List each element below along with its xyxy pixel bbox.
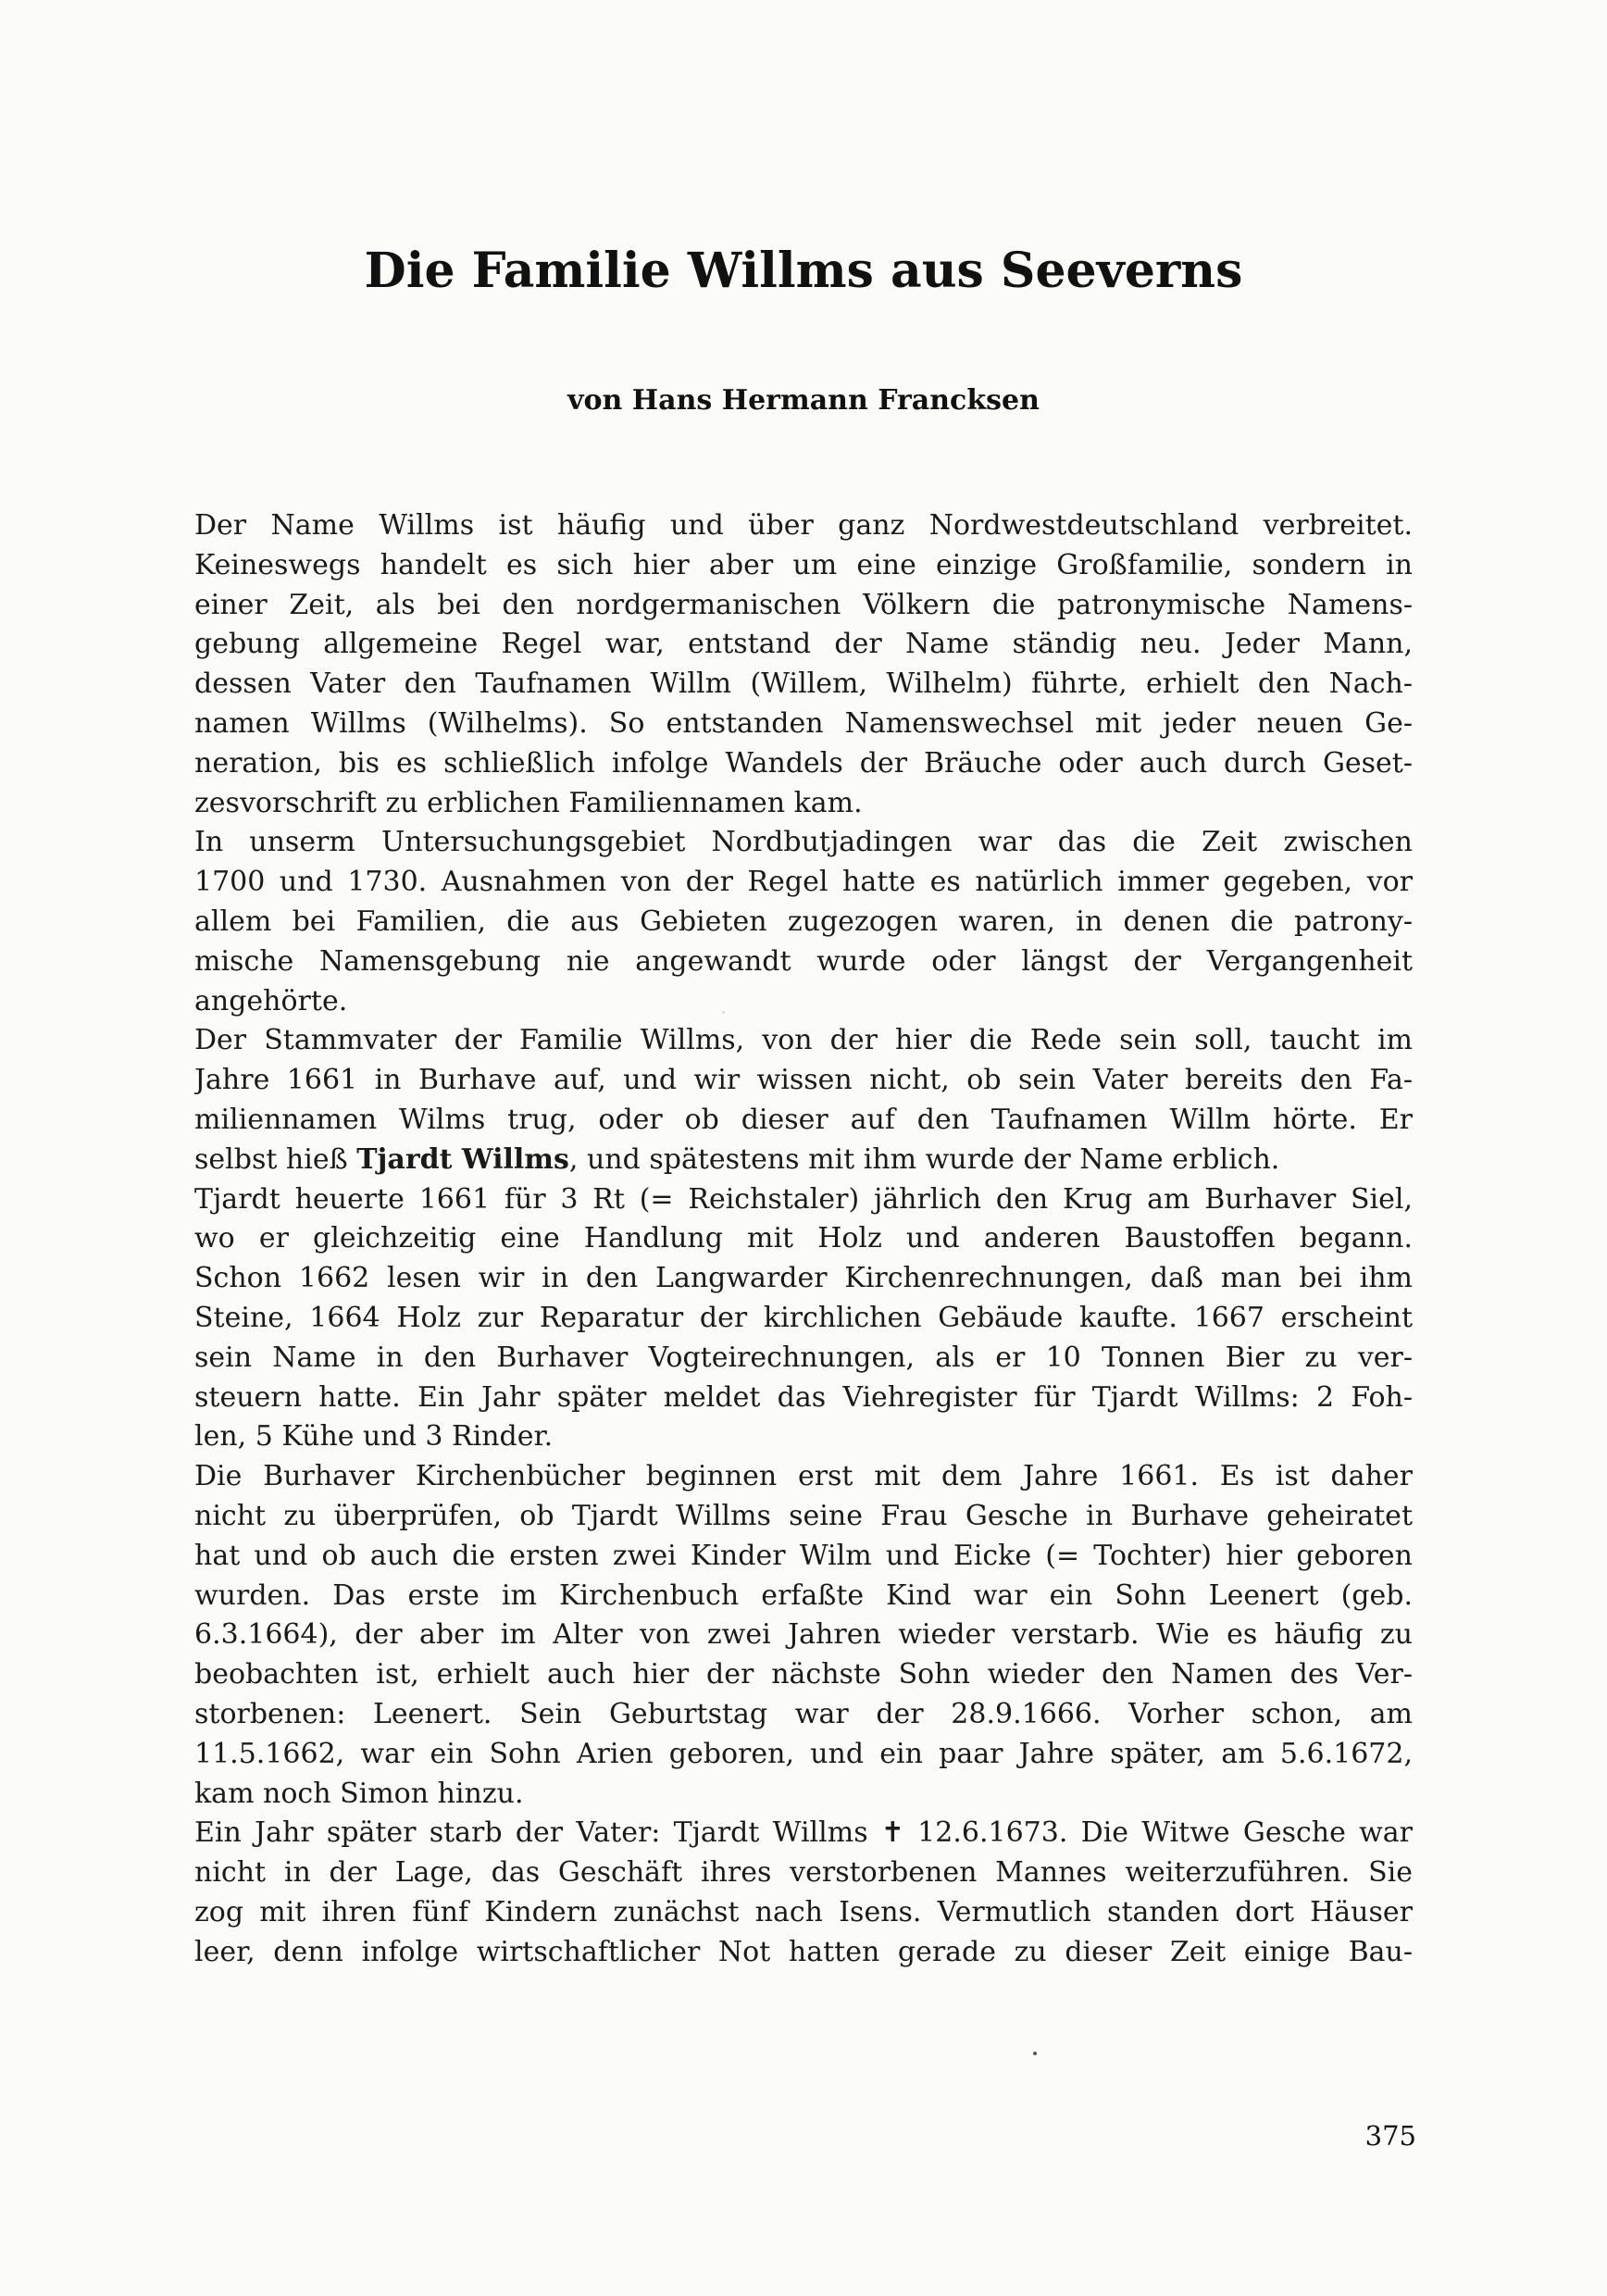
body-line: einer Zeit, als bei den nordgermanischen Völkern die patronymische Namens- <box>194 588 1413 621</box>
body-line: Der Stammvater der Familie Willms, von der hier die Rede sein soll, taucht im <box>194 1024 1413 1057</box>
body-line: wo er gleichzeitig eine Handlung mit Holz und anderen Baustoffen begann. <box>194 1222 1413 1255</box>
body-line: storbenen: Leenert. Sein Geburtstag war der 28.9.1666. Vorher schon, am <box>194 1697 1413 1730</box>
body-line: 6.3.1664), der aber im Alter von zwei Jahren wieder verstarb. Wie es häufig zu <box>194 1618 1413 1652</box>
body-line: Der Name Willms ist häufig und über ganz Nordwestdeutschland verbreitet. <box>194 509 1413 542</box>
body-line: steuern hatte. Ein Jahr später meldet das Viehregister für Tjardt Willms: 2 Foh- <box>194 1380 1413 1414</box>
body-line: Keineswegs handelt es sich hier aber um eine einzige Großfamilie, sondern in <box>194 548 1413 581</box>
body-line: mische Namensgebung nie angewandt wurde oder längst der Vergangenheit <box>194 944 1413 978</box>
body-line: In unserm Untersuchungsgebiet Nordbutjadingen war das die Zeit zwischen <box>194 826 1413 859</box>
body-line: 11.5.1662, war ein Sohn Arien geboren, und ein paar Jahre später, am 5.6.1672, <box>194 1737 1413 1770</box>
ink-speck <box>1033 2052 1037 2055</box>
body-line: wurden. Das erste im Kirchenbuch erfaßte Kind war ein Sohn Leenert (geb. <box>194 1578 1413 1612</box>
body-line: kam noch Simon hinzu. <box>194 1777 524 1810</box>
body-line: hat und ob auch die ersten zwei Kinder Wilm und Eicke (= Tochter) hier geboren <box>194 1539 1413 1572</box>
body-line: leer, denn infolge wirtschaftlicher Not hatten gerade zu dieser Zeit einige Bau- <box>194 1935 1413 1968</box>
body-line: beobachten ist, erhielt auch hier der nächste Sohn wieder den Namen des Ver- <box>194 1658 1413 1691</box>
article-body <box>194 506 1413 1972</box>
body-line: allem bei Familien, die aus Gebieten zugezogen waren, in denen die patrony- <box>194 905 1413 938</box>
body-line: gebung allgemeine Regel war, entstand der Name ständig neu. Jeder Mann, <box>194 628 1413 661</box>
body-line: miliennamen Wilms trug, oder ob dieser auf den Taufnamen Willm hörte. Er <box>194 1103 1413 1136</box>
body-line-prefix: selbst hieß <box>194 1142 348 1176</box>
person-name-bold: Tjardt Willms <box>356 1142 569 1176</box>
body-line: dessen Vater den Taufnamen Willm (Willem, Wilhelm) führte, erhielt den Nach- <box>194 668 1413 701</box>
body-line: Tjardt heuerte 1661 für 3 Rt (= Reichstaler) jährlich den Krug am Burhaver Siel, <box>194 1182 1413 1216</box>
body-line: angehörte. <box>194 984 348 1017</box>
body-line: namen Willms (Wilhelms). So entstanden Namenswechsel mit jeder neuen Ge- <box>194 706 1413 740</box>
body-line: zesvorschrift zu erblichen Familiennamen kam. <box>194 786 863 819</box>
body-line: sein Name in den Burhaver Vogteirechnungen, als er 10 Tonnen Bier zu ver- <box>194 1341 1413 1374</box>
body-line-suffix: , und spätestens mit ihm wurde der Name erblich. <box>568 1142 1280 1176</box>
body-line: neration, bis es schließlich infolge Wandels der Bräuche oder auch durch Geset- <box>194 746 1413 780</box>
article-author: von Hans Hermann Francksen <box>567 384 1040 417</box>
body-line: Jahre 1661 in Burhave auf, und wir wissen nicht, ob sein Vater bereits den Fa- <box>194 1064 1413 1097</box>
body-line: zog mit ihren fünf Kindern zunächst nach Isens. Vermutlich standen dort Häuser <box>194 1895 1413 1928</box>
body-line: Die Burhaver Kirchenbücher beginnen erst mit dem Jahre 1661. Es ist daher <box>194 1460 1413 1493</box>
page-number: 375 <box>1364 2120 1416 2152</box>
article-title: Die Familie Willms aus Seeverns <box>364 243 1243 299</box>
body-line: nicht in der Lage, das Geschäft ihres verstorbenen Mannes weiterzuführen. Sie <box>194 1856 1413 1890</box>
body-line: Ein Jahr später starb der Vater: Tjardt Willms ✝ 12.6.1673. Die Witwe Gesche war <box>194 1816 1413 1850</box>
paper-fleck <box>722 1011 725 1014</box>
body-line: Steine, 1664 Holz zur Reparatur der kirchlichen Gebäude kaufte. 1667 erscheint <box>194 1301 1413 1334</box>
body-line <box>194 1141 1413 1180</box>
body-line: 1700 und 1730. Ausnahmen von der Regel hatte es natürlich immer gegeben, vor <box>194 866 1413 899</box>
body-line: len, 5 Kühe und 3 Rinder. <box>194 1420 554 1454</box>
body-line: Schon 1662 lesen wir in den Langwarder Kirchenrechnungen, daß man bei ihm <box>194 1262 1413 1295</box>
body-line: nicht zu überprüfen, ob Tjardt Willms seine Frau Gesche in Burhave geheiratet <box>194 1499 1413 1532</box>
